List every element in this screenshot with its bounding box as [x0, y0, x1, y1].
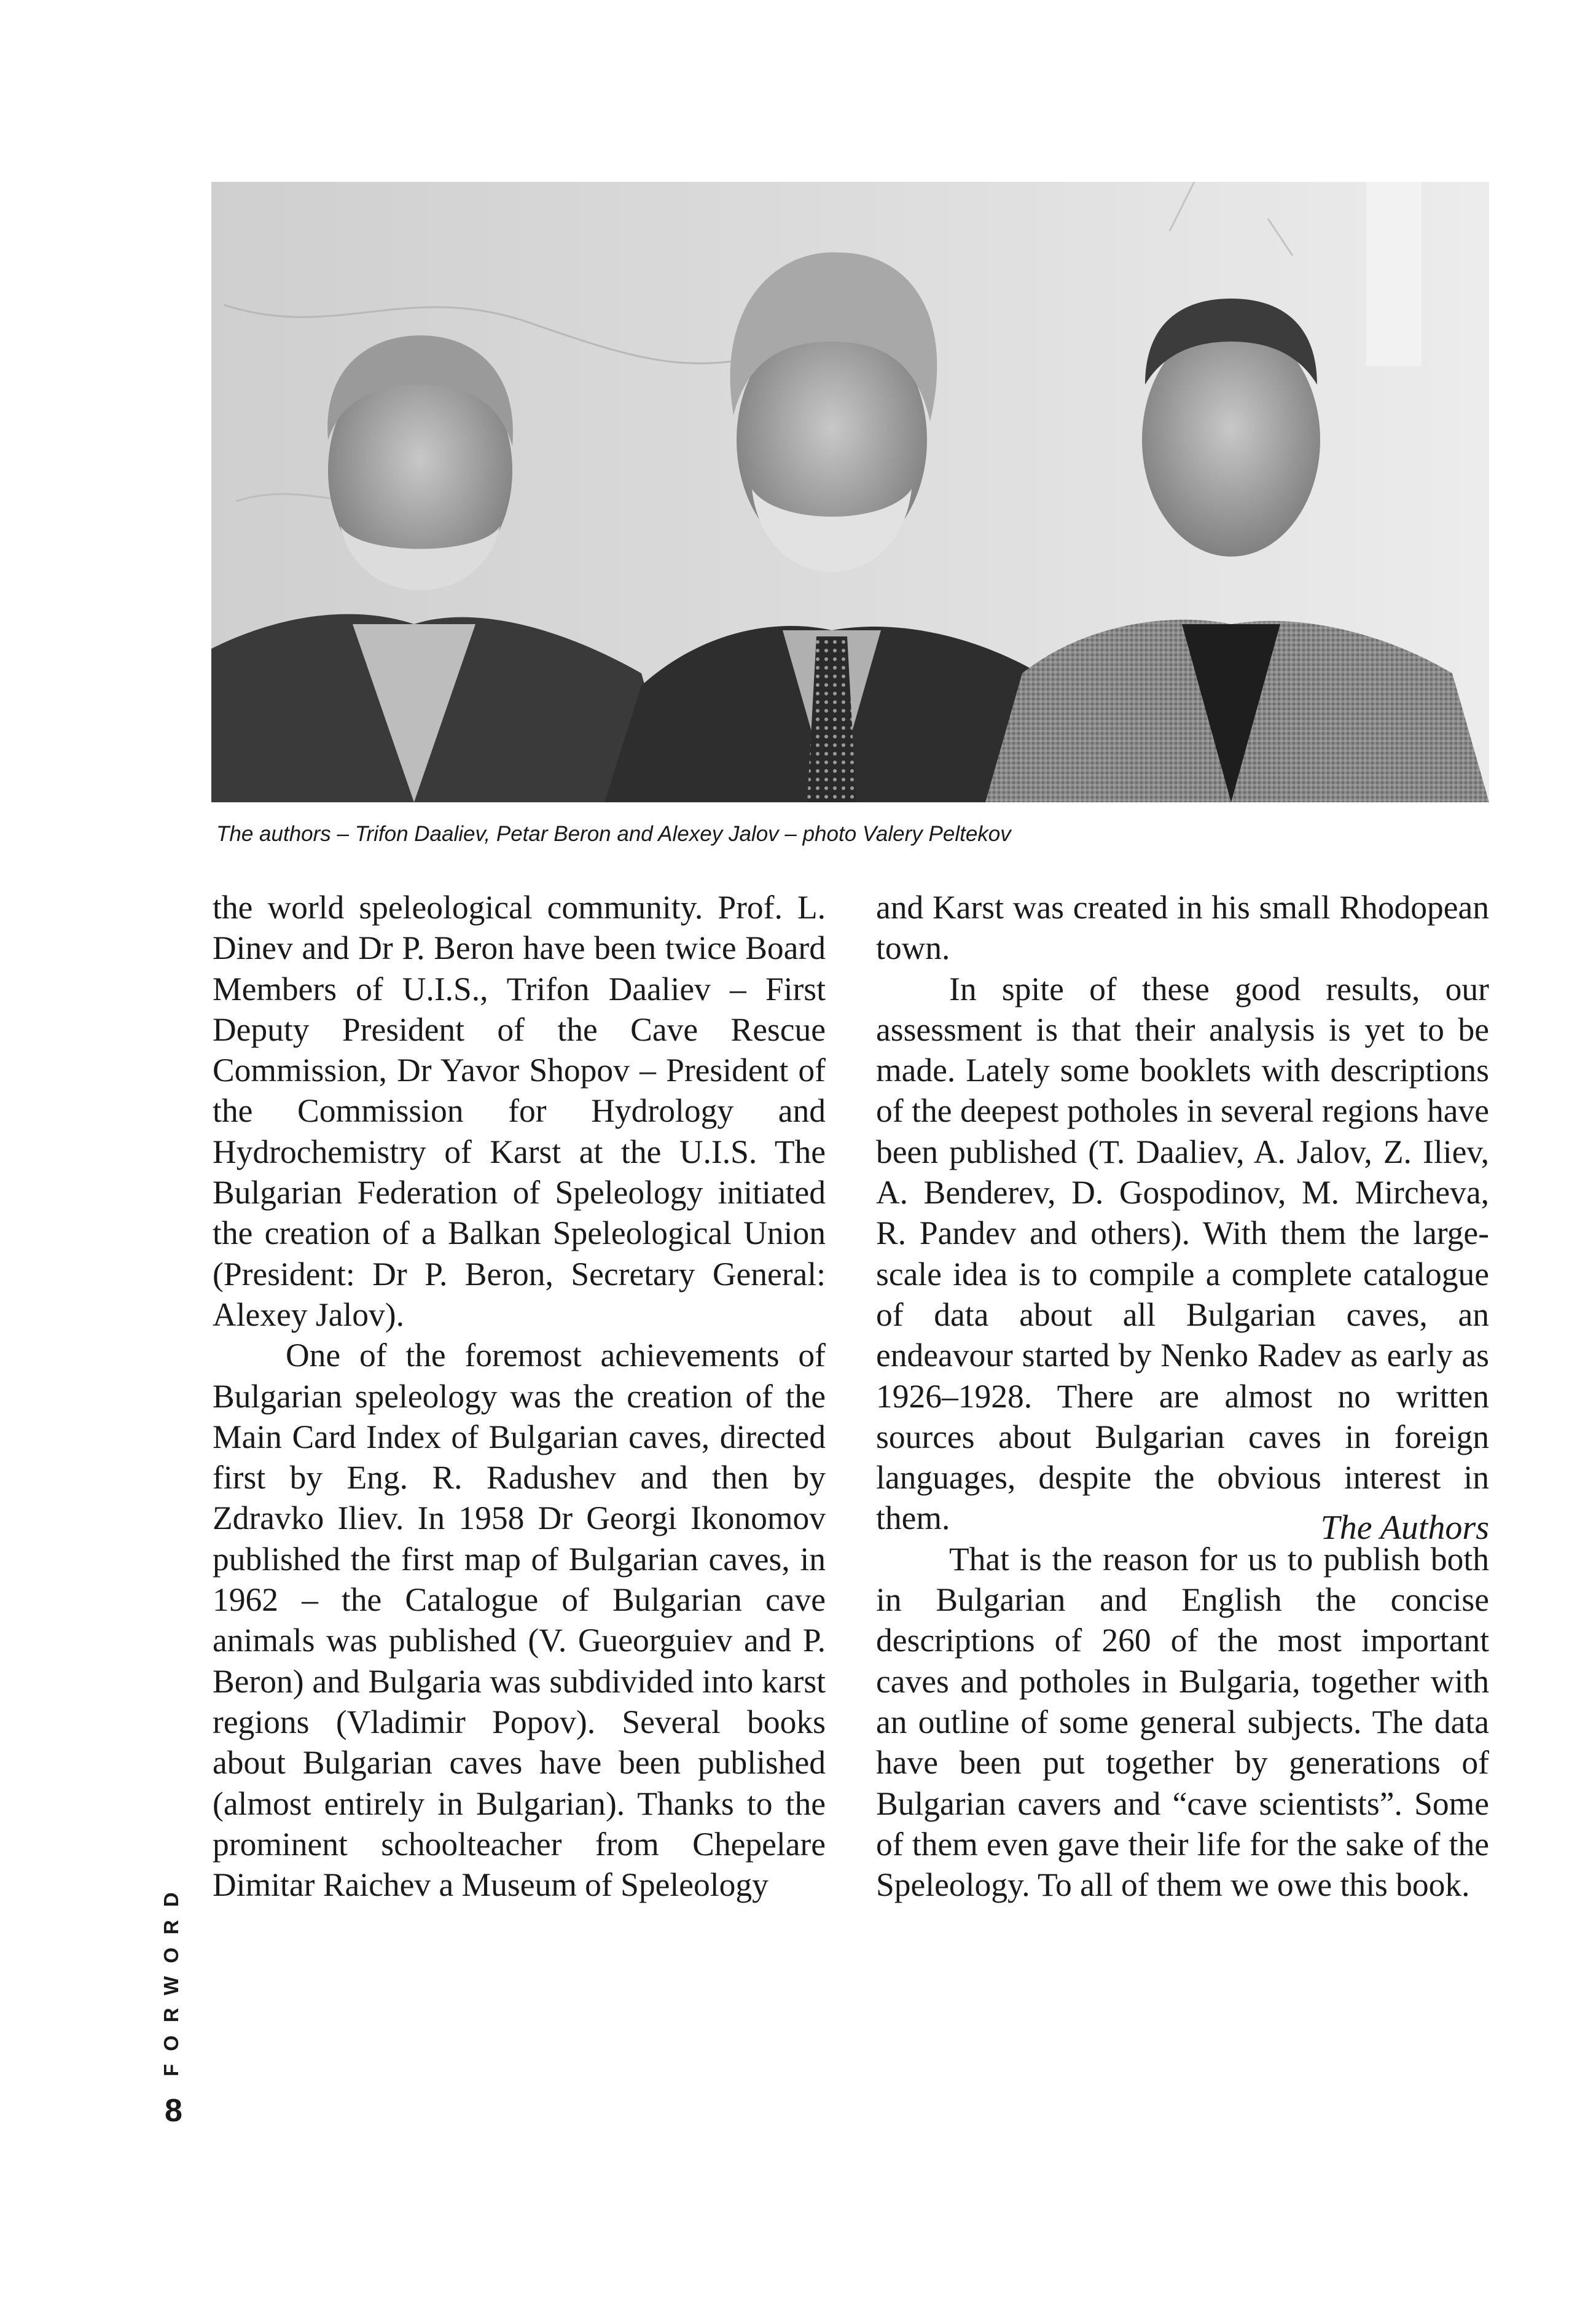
authors-photo — [211, 182, 1489, 802]
page-number: 8 — [165, 2093, 182, 2129]
photo-caption: The authors – Trifon Daaliev, Petar Beron and Alexey Jalov – photo Valery Peltekov — [216, 822, 1011, 846]
paragraph: the world speleological community. Prof. L. Dinev and Dr P. Beron have been twice Board Members of U.I.S., Trifon Daaliev – First Deputy President of the Cave Rescue Commission, Dr Yavor Shopov – President of the Commission for Hydrology and Hydrochemistry of Karst at the U.I.S. The Bulgarian Federation of Speleology initiated the creation of a Balkan Speleological Union (President: Dr P. Beron, Secretary General: Alexey Jalov). — [213, 889, 826, 1333]
paragraph: and Karst was created in his small Rhodopean town. — [876, 889, 1489, 967]
paragraph: That is the reason for us to publish both in Bulgarian and English the concise descriptions of 260 of the most important caves and potholes in Bulgaria, together with an outline of some general subjects. The data have been put together by generations of Bulgarian cavers and “cave scientists”. Some of them even gave their life for the sake of the Speleology. To all of them we owe this book. — [876, 1540, 1489, 1904]
section-label-text: FORWORD — [160, 1879, 182, 2076]
left-column — [213, 887, 826, 1905]
paragraph: In spite of these good results, our assessment is that their analysis is yet to be made. Lately some booklets with descriptions of the deepest potholes in several regions have been published (T. Daaliev, A. Jalov, Z. Iliev, A. Benderev, D. Gospodinov, M. Mircheva, R. Pandev and others). With them the large-scale idea is to compile a complete catalogue of data about all Bulgarian caves, an endeavour started by Nenko Radev as early as 1926–1928. There are almost no written sources about Bulgarian caves in foreign languages, despite the obvious interest in them. — [876, 970, 1489, 1537]
section-label — [160, 1831, 186, 2076]
signature: The Authors — [1320, 1509, 1489, 1547]
paragraph: One of the foremost achievements of Bulgarian speleology was the creation of the Main Card Index of Bulgarian caves, directed first by Eng. R. Radushev and then by Zdravko Iliev. In 1958 Dr Georgi Ikonomov published the first map of Bulgarian caves, in 1962 – the Catalogue of Bulgarian cave animals was published (V. Gueorguiev and P. Beron) and Bulgaria was subdivided into karst regions (Vladimir Popov). Several books about Bulgarian caves have been published (almost entirely in Bulgarian). Thanks to the prominent schoolteacher from Chepelare Dimitar Raichev a Museum of Speleology — [213, 1337, 826, 1904]
right-column — [876, 887, 1489, 1905]
